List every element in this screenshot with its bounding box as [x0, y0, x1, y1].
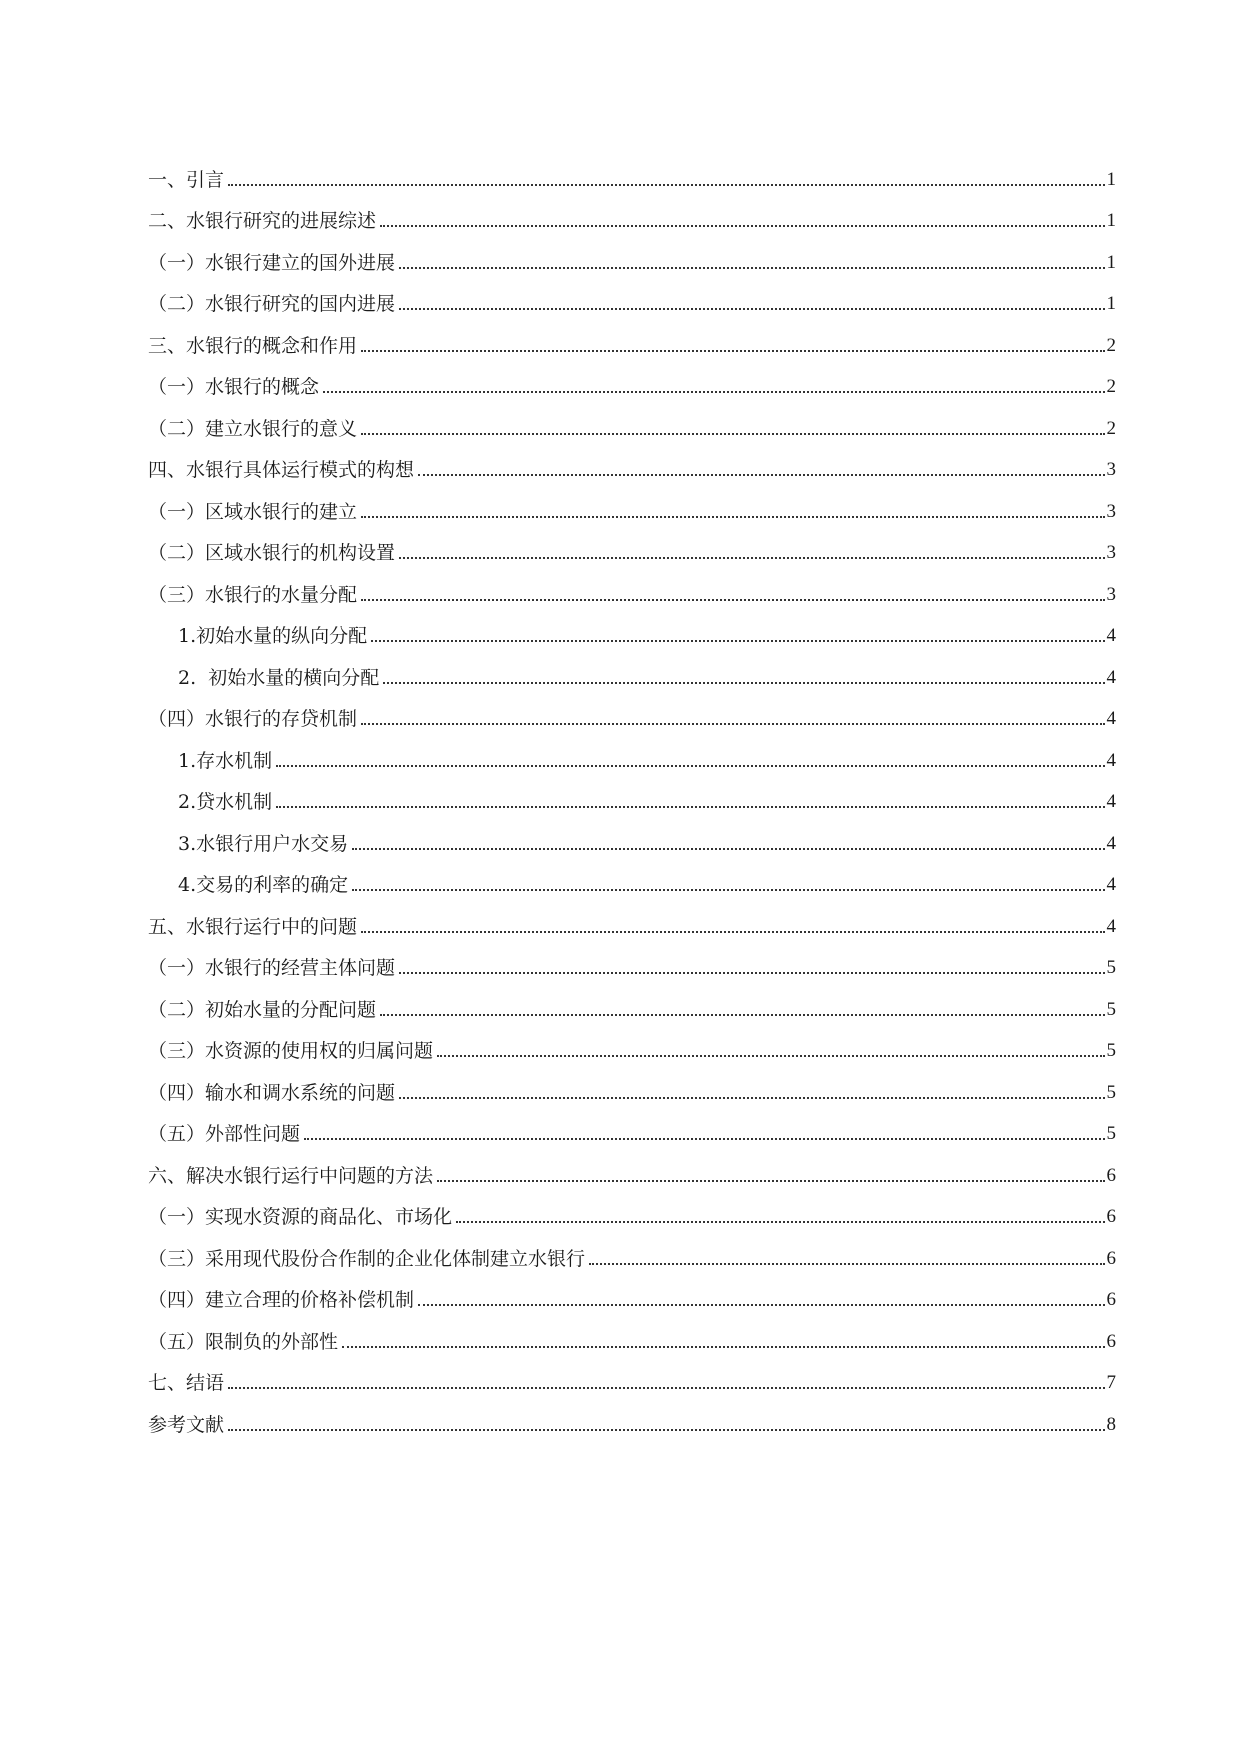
toc-leader-dots — [589, 1263, 1104, 1265]
toc-leader-dots — [418, 474, 1104, 476]
toc-entry[interactable] — [148, 1022, 1116, 1064]
toc-leader-dots — [228, 184, 1104, 186]
toc-entry[interactable] — [148, 150, 1116, 192]
toc-entry[interactable] — [148, 233, 1116, 275]
toc-entry-title: （二）水银行研究的国内进展 — [148, 293, 396, 315]
toc-entry[interactable] — [148, 856, 1116, 898]
toc-leader-dots — [361, 350, 1104, 352]
toc-leader-dots — [228, 1429, 1104, 1431]
toc-entry-title: 四、水银行具体运行模式的构想 — [148, 459, 415, 481]
toc-entry-title: 三、水银行的概念和作用 — [148, 334, 358, 357]
toc-entry-title: （一）水银行建立的国外进展 — [148, 251, 396, 274]
toc-entry-title: （三）水资源的使用权的归属问题 — [148, 1040, 434, 1062]
toc-leader-dots — [276, 806, 1104, 808]
toc-entry-title: 七、结语 — [148, 1372, 225, 1394]
toc-leader-dots — [456, 1221, 1104, 1223]
toc-entry-page: 8 — [1106, 1413, 1116, 1435]
toc-entry[interactable] — [148, 980, 1116, 1022]
toc-entry[interactable] — [148, 814, 1116, 856]
toc-entry-title: （三）水银行的水量分配 — [148, 583, 358, 606]
toc-entry-title: 4.交易的利率的确定 — [178, 874, 349, 896]
toc-entry-title: （五）限制负的外部性 — [148, 1330, 339, 1353]
toc-entry[interactable] — [148, 1229, 1116, 1271]
toc-entry-page: 1 — [1106, 251, 1116, 273]
toc-entry[interactable] — [148, 648, 1116, 690]
toc-entry-title: （二）初始水量的分配问题 — [148, 998, 377, 1021]
toc-entry-page: 6 — [1106, 1247, 1116, 1269]
toc-entry[interactable] — [148, 482, 1116, 524]
toc-entry-page: 1 — [1106, 168, 1116, 190]
toc-entry-title: 1.存水机制 — [178, 749, 273, 772]
toc-entry-page: 3 — [1106, 459, 1116, 480]
toc-entry[interactable] — [148, 1188, 1116, 1230]
toc-entry-page: 6 — [1106, 1330, 1116, 1352]
toc-entry-page: 4 — [1106, 749, 1116, 771]
toc-entry-page: 6 — [1106, 1289, 1116, 1310]
toc-entry-page: 5 — [1106, 998, 1116, 1020]
toc-entry[interactable] — [148, 897, 1116, 939]
toc-leader-dots — [437, 1055, 1104, 1057]
toc-entry-page: 4 — [1106, 832, 1116, 854]
toc-leader-dots — [380, 1014, 1104, 1016]
toc-entry-page: 3 — [1106, 583, 1116, 605]
toc-entry-page: 4 — [1106, 625, 1116, 646]
toc-entry[interactable] — [148, 690, 1116, 732]
toc-entry[interactable] — [148, 316, 1116, 358]
toc-entry-page: 1 — [1106, 293, 1116, 314]
toc-entry-title: （一）水银行的经营主体问题 — [148, 957, 396, 979]
toc-entry-title: 1.初始水量的纵向分配 — [178, 625, 368, 647]
toc-entry-page: 4 — [1106, 874, 1116, 895]
toc-entry[interactable] — [148, 939, 1116, 981]
toc-entry[interactable] — [148, 1105, 1116, 1147]
toc-entry-page: 4 — [1106, 666, 1116, 688]
toc-leader-dots — [418, 1304, 1104, 1306]
toc-entry[interactable] — [148, 1354, 1116, 1396]
toc-entry-title: 2. 初始水量的横向分配 — [178, 666, 380, 689]
toc-leader-dots — [399, 972, 1104, 974]
toc-leader-dots — [361, 433, 1104, 435]
toc-entry[interactable] — [148, 1271, 1116, 1313]
toc-leader-dots — [361, 599, 1104, 601]
toc-entry-title: 2.贷水机制 — [178, 791, 273, 813]
toc-entry[interactable] — [148, 441, 1116, 483]
toc-entry-title: 二、水银行研究的进展综述 — [148, 210, 377, 232]
toc-entry-page: 2 — [1106, 376, 1116, 397]
toc-entry-page: 5 — [1106, 1123, 1116, 1144]
toc-leader-dots — [383, 682, 1104, 684]
toc-entry[interactable] — [148, 1063, 1116, 1105]
toc-entry-page: 5 — [1106, 957, 1116, 978]
toc-entry-title: 六、解决水银行运行中问题的方法 — [148, 1164, 434, 1187]
toc-leader-dots — [399, 267, 1104, 269]
toc-entry-page: 3 — [1106, 542, 1116, 563]
toc-leader-dots — [352, 889, 1104, 891]
toc-entry-title: （一）区域水银行的建立 — [148, 500, 358, 523]
toc-entry-page: 6 — [1106, 1164, 1116, 1186]
toc-entry-page: 7 — [1106, 1372, 1116, 1393]
toc-entry-page: 4 — [1106, 708, 1116, 729]
toc-entry[interactable] — [148, 192, 1116, 234]
toc-entry-page: 5 — [1106, 1040, 1116, 1061]
toc-leader-dots — [399, 1097, 1104, 1099]
toc-leader-dots — [380, 225, 1104, 227]
toc-entry-title: （五）外部性问题 — [148, 1123, 301, 1145]
toc-entry[interactable] — [148, 731, 1116, 773]
toc-entry[interactable] — [148, 1395, 1116, 1437]
toc-entry-page: 1 — [1106, 210, 1116, 231]
toc-entry-page: 6 — [1106, 1206, 1116, 1227]
toc-leader-dots — [352, 848, 1104, 850]
toc-entry-title: 一、引言 — [148, 168, 225, 191]
toc-entry[interactable] — [148, 1312, 1116, 1354]
toc-entry-title: （四）水银行的存贷机制 — [148, 708, 358, 730]
toc-leader-dots — [361, 516, 1104, 518]
toc-entry[interactable] — [148, 607, 1116, 649]
toc-entry-page: 2 — [1106, 417, 1116, 439]
toc-leader-dots — [361, 723, 1104, 725]
toc-leader-dots — [323, 391, 1104, 393]
toc-entry-title: （四）输水和调水系统的问题 — [148, 1081, 396, 1104]
toc-entry-page: 3 — [1106, 500, 1116, 522]
toc-leader-dots — [437, 1180, 1104, 1182]
toc-entry[interactable] — [148, 524, 1116, 566]
toc-entry-page: 5 — [1106, 1081, 1116, 1103]
toc-entry-page: 2 — [1106, 334, 1116, 356]
toc-leader-dots — [361, 931, 1104, 933]
toc-entry-title: （一）水银行的概念 — [148, 376, 320, 398]
toc-entry[interactable] — [148, 1146, 1116, 1188]
toc-entry[interactable] — [148, 565, 1116, 607]
toc-entry[interactable] — [148, 399, 1116, 441]
toc-leader-dots — [371, 640, 1104, 642]
toc-leader-dots — [399, 557, 1104, 559]
toc-leader-dots — [399, 308, 1104, 310]
toc-leader-dots — [276, 765, 1104, 767]
toc-entry-title: （一）实现水资源的商品化、市场化 — [148, 1206, 453, 1228]
table-of-contents — [148, 150, 1116, 1437]
toc-entry-title: （二）区域水银行的机构设置 — [148, 542, 396, 564]
toc-leader-dots — [342, 1346, 1104, 1348]
toc-leader-dots — [304, 1138, 1104, 1140]
toc-entry-title: 五、水银行运行中的问题 — [148, 915, 358, 938]
toc-entry-title: 参考文献 — [148, 1413, 225, 1436]
toc-entry-title: （三）采用现代股份合作制的企业化体制建立水银行 — [148, 1247, 586, 1270]
toc-entry-page: 4 — [1106, 915, 1116, 937]
toc-entry[interactable] — [148, 275, 1116, 317]
toc-leader-dots — [228, 1387, 1104, 1389]
toc-entry-title: 3.水银行用户水交易 — [178, 832, 349, 855]
toc-entry[interactable] — [148, 358, 1116, 400]
toc-entry-title: （二）建立水银行的意义 — [148, 417, 358, 440]
toc-entry-title: （四）建立合理的价格补偿机制 — [148, 1289, 415, 1311]
toc-entry[interactable] — [148, 773, 1116, 815]
toc-entry-page: 4 — [1106, 791, 1116, 812]
